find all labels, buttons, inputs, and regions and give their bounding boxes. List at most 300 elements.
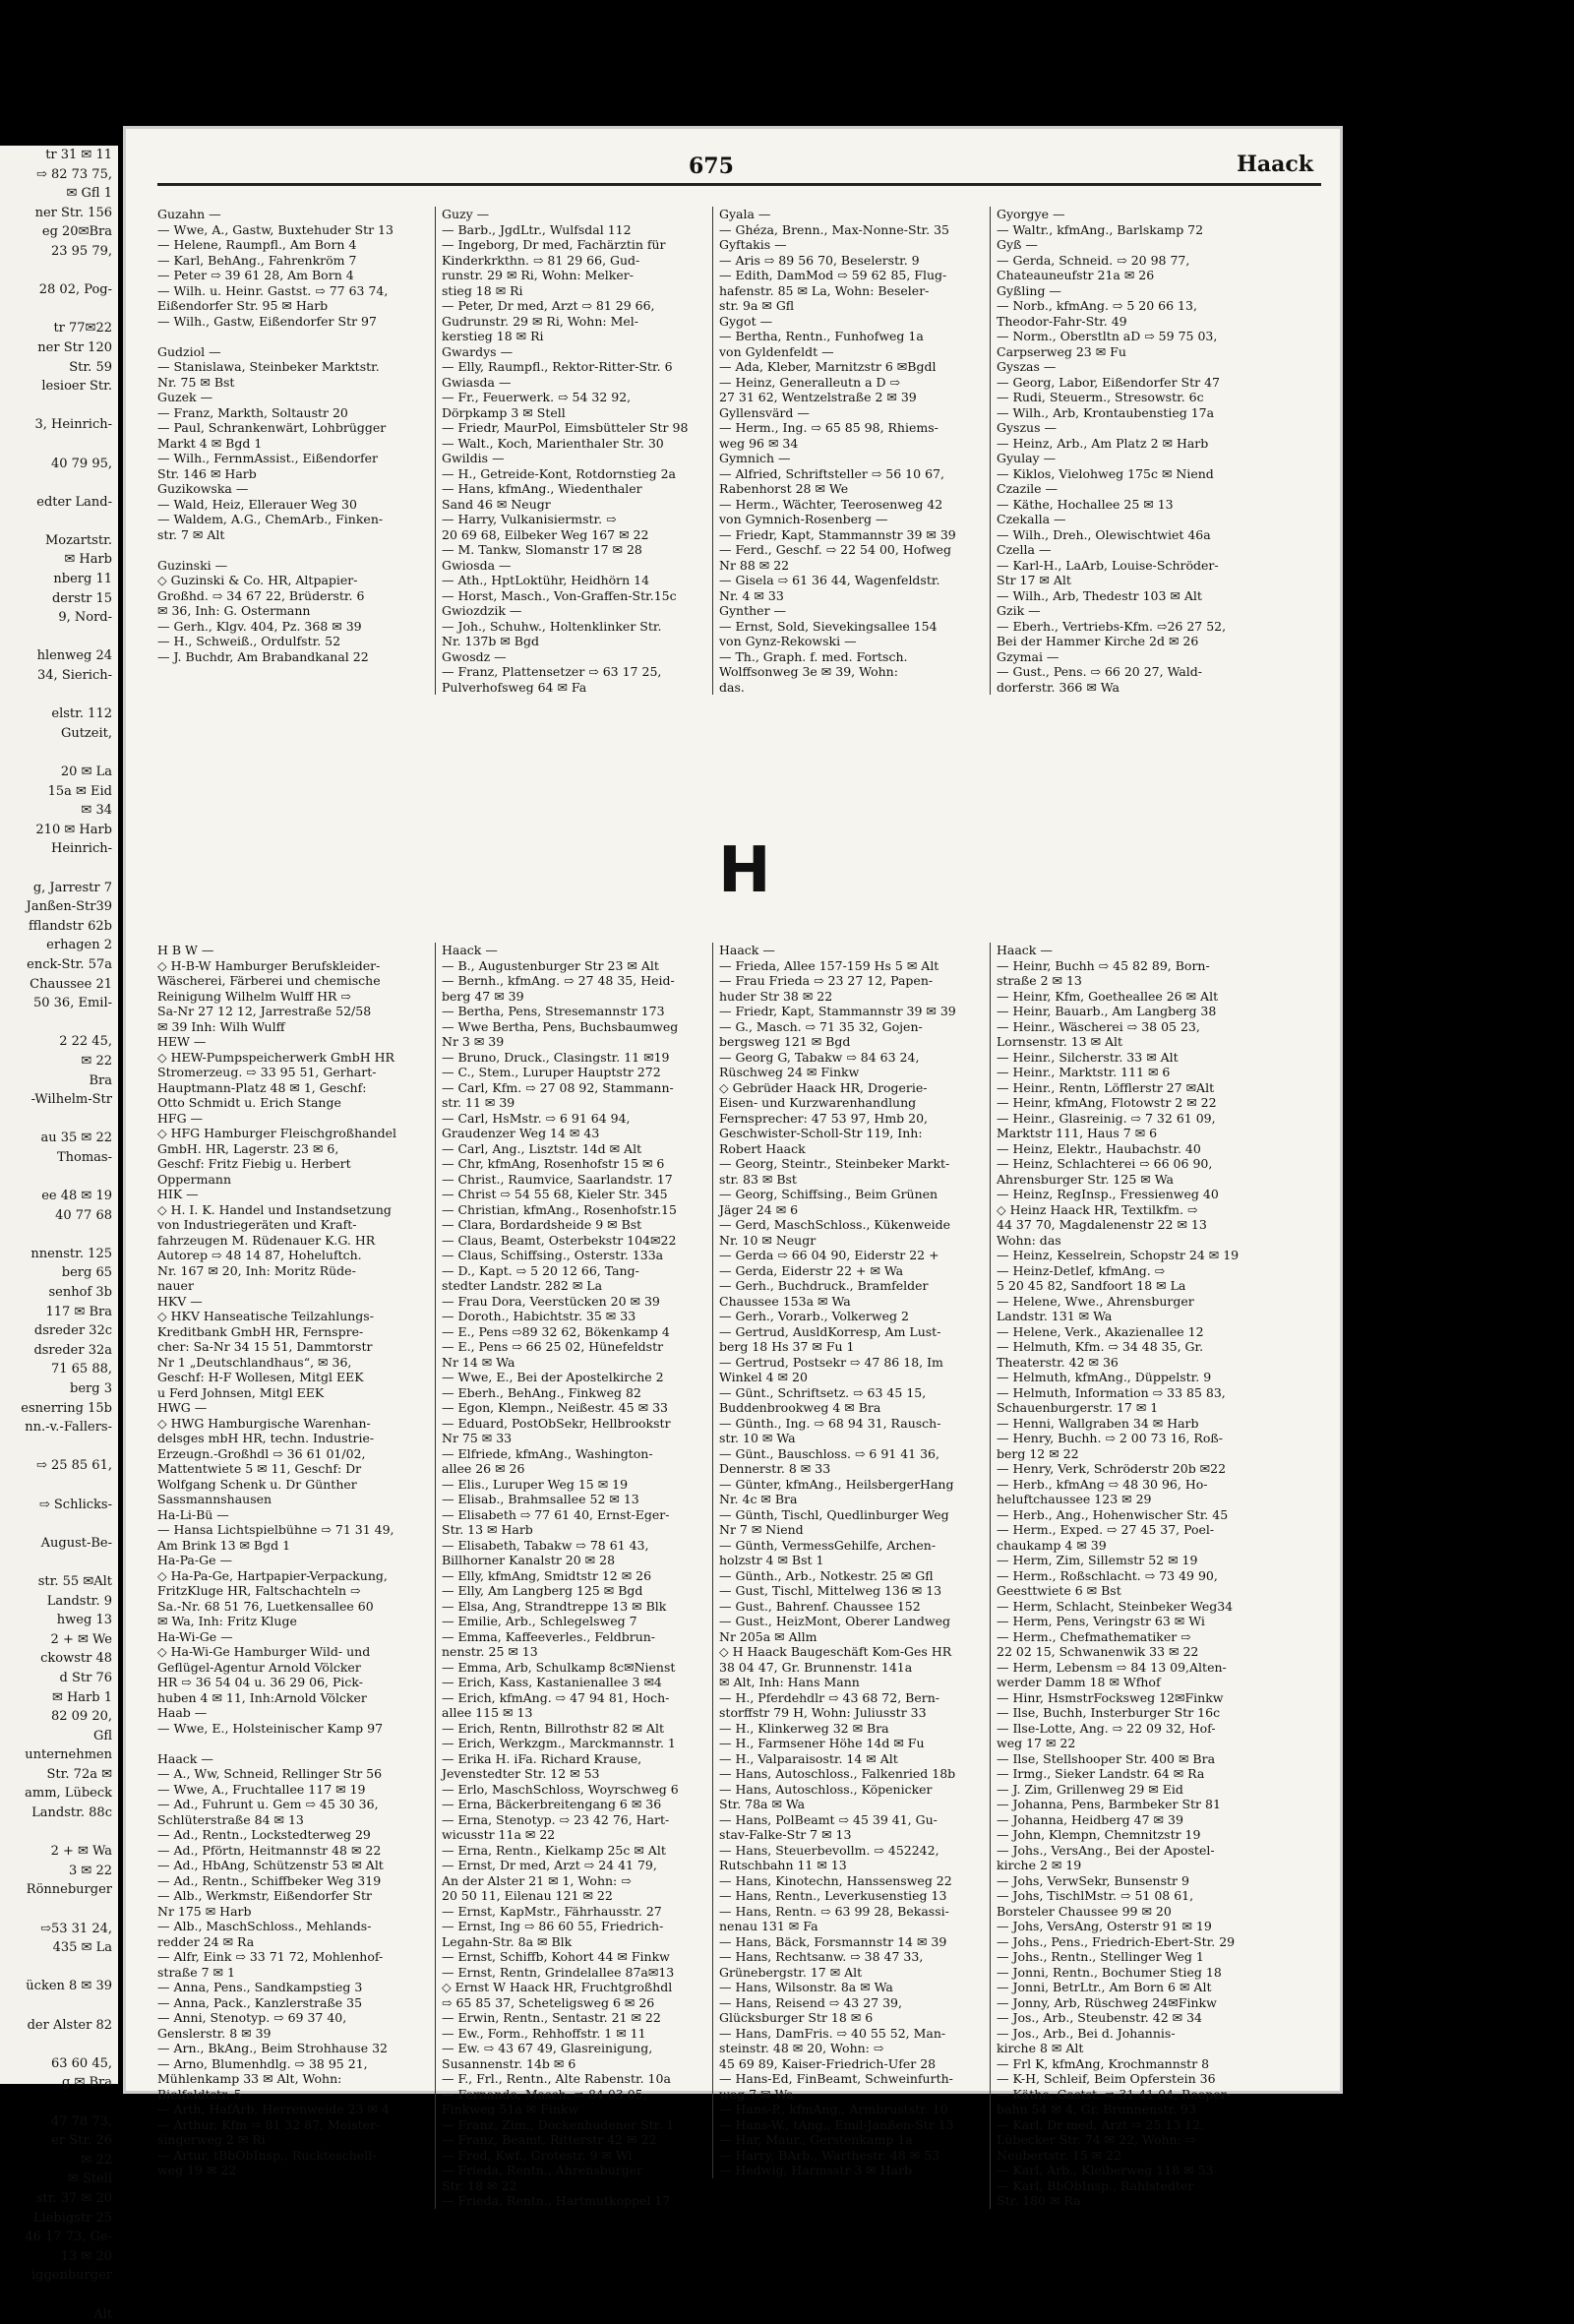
- directory-entry: — Hans, Bäck, Forsmannstr 14 ✉ 39: [719, 1934, 985, 1950]
- directory-entry: [157, 329, 423, 344]
- directory-entry: — Johs, VerwSekr, Bunsenstr 9: [997, 1873, 1262, 1889]
- directory-entry: — Carl, HsMstr. ⇨ 6 91 64 94,: [442, 1111, 707, 1127]
- previous-page-line: ner Str. 156: [0, 204, 118, 223]
- directory-entry: — Aris ⇨ 89 56 70, Beselerstr. 9: [719, 253, 985, 269]
- previous-page-line: [0, 1476, 118, 1496]
- directory-entry: ✉ 39 Inh: Wilh Wulff: [157, 1019, 423, 1035]
- directory-entry: — Heinr, Bauarb., Am Langberg 38: [997, 1004, 1262, 1019]
- directory-entry: 22 02 15, Schwanenwik 33 ✉ 22: [997, 1644, 1262, 1660]
- previous-page-line: [0, 300, 118, 320]
- previous-page-line: Chaussee 21: [0, 975, 118, 995]
- directory-entry: — Fernando, Masch. ⇨ 84 03 05,: [442, 2087, 707, 2103]
- directory-entry: — Kiklos, Vielohweg 175c ✉ Niend: [997, 466, 1262, 482]
- directory-entry: Guzek —: [157, 390, 423, 405]
- directory-entry: — Ernst, Sold, Sievekingsallee 154: [719, 619, 985, 635]
- directory-entry: — Helene, Raumpfl., Am Born 4: [157, 237, 423, 253]
- previous-page-line: eg 20✉Bra: [0, 222, 118, 242]
- letter-section-heading: [157, 815, 1321, 943]
- directory-entry: — Karl, Dr med, Arzt ⇨ 25 13 12,: [997, 2117, 1262, 2133]
- directory-entry: HEW —: [157, 1034, 423, 1050]
- directory-entry: — Emilie, Arb., Schlegelsweg 7: [442, 1614, 707, 1629]
- directory-entry: — Alfr, Eink ⇨ 33 71 72, Mohlenhof-: [157, 1949, 423, 1965]
- directory-entry: — Ernst, Rentn, Grindelallee 87a✉13: [442, 1965, 707, 1981]
- directory-entry: — Hans, Rechtsanw. ⇨ 38 47 33,: [719, 1949, 985, 1965]
- directory-entry: Haack —: [997, 943, 1262, 958]
- column-2: [435, 207, 707, 695]
- directory-entry: Guzy —: [442, 207, 707, 222]
- directory-entry: — Ew. ⇨ 43 67 49, Glasreinigung,: [442, 2041, 707, 2056]
- directory-entry: — Hans, Autoschloss., Köpenicker: [719, 1782, 985, 1798]
- directory-entry: Gyftakis —: [719, 237, 985, 253]
- previous-page-line: Rönneburger: [0, 1880, 118, 1900]
- directory-entry: stav-Falke-Str 7 ✉ 13: [719, 1827, 985, 1843]
- directory-entry: Nr 14 ✉ Wa: [442, 1355, 707, 1371]
- directory-entry: — Gertrud, AusldKorresp, Am Lust-: [719, 1324, 985, 1340]
- directory-entry: — Doroth., Habichtstr. 35 ✉ 33: [442, 1309, 707, 1324]
- directory-entry: Czella —: [997, 542, 1262, 558]
- directory-entry: Str. 13 ✉ Harb: [442, 1522, 707, 1538]
- directory-entry: — Artur, tBbObInsp., Ruckteschell-: [157, 2148, 423, 2164]
- previous-page-line: [0, 1110, 118, 1130]
- directory-entry: — Wilh., Gastw, Eißendorfer Str 97: [157, 314, 423, 330]
- previous-page-line: 2 22 45,: [0, 1032, 118, 1052]
- previous-page-line: ⇨ Schlicks-: [0, 1496, 118, 1515]
- section-letter: H: [718, 834, 771, 907]
- directory-entry: Bei der Hammer Kirche 2d ✉ 26: [997, 634, 1262, 649]
- previous-page-line: berg 65: [0, 1263, 118, 1283]
- previous-page-line: 15a ✉ Eid: [0, 782, 118, 802]
- directory-entry: ◇ Heinz Haack HR, Textilkfm. ⇨: [997, 1202, 1262, 1218]
- directory-entry: — Bruno, Druck., Clasingstr. 11 ✉19: [442, 1050, 707, 1066]
- directory-entry: werder Damm 18 ✉ Wfhof: [997, 1675, 1262, 1690]
- directory-entry: Gudrunstr. 29 ✉ Ri, Wohn: Mel-: [442, 314, 707, 330]
- directory-entry: — Herm, Pens, Veringstr 63 ✉ Wi: [997, 1614, 1262, 1629]
- directory-entry: Nr 88 ✉ 22: [719, 558, 985, 574]
- page-header: [123, 126, 1343, 183]
- directory-entry: — Käthe, Hochallee 25 ✉ 13: [997, 497, 1262, 513]
- previous-page-line: [0, 1437, 118, 1457]
- directory-entry: ◇ Ernst W Haack HR, Fruchtgroßhdl: [442, 1980, 707, 1995]
- directory-entry: — Eberh., Vertriebs-Kfm. ⇨26 27 52,: [997, 619, 1262, 635]
- directory-entry: Lornsenstr. 13 ✉ Alt: [997, 1034, 1262, 1050]
- previous-page-line: dsreder 32c: [0, 1321, 118, 1341]
- directory-entry: Eißendorfer Str. 95 ✉ Harb: [157, 298, 423, 314]
- previous-page-line: g ✉ Bra: [0, 2073, 118, 2093]
- previous-page-line: [0, 262, 118, 281]
- directory-entry: — Wwe, E., Bei der Apostelkirche 2: [442, 1370, 707, 1385]
- directory-entry: Nr 1 „Deutschlandhaus“, ✉ 36,: [157, 1355, 423, 1371]
- previous-page-line: iggenburger: [0, 2266, 118, 2286]
- directory-entry: Ha-Li-Bü —: [157, 1507, 423, 1523]
- directory-entry: Susannenstr. 14b ✉ 6: [442, 2056, 707, 2072]
- previous-page-line: d Str 76: [0, 1669, 118, 1688]
- directory-entry: Geschf: H-F Wollesen, Mitgl EEK: [157, 1370, 423, 1385]
- directory-entry: — Erich, Kass, Kastanienallee 3 ✉4: [442, 1675, 707, 1690]
- directory-entry: 27 31 62, Wentzelstraße 2 ✉ 39: [719, 390, 985, 405]
- directory-entry: — Ernst, KapMstr., Fährhausstr. 27: [442, 1904, 707, 1920]
- previous-page-line: 3, Heinrich-: [0, 415, 118, 435]
- previous-page-line: [0, 686, 118, 705]
- directory-entry: Hauptmann-Platz 48 ✉ 1, Geschf:: [157, 1080, 423, 1096]
- previous-page-line: str. 37 ✉ 20: [0, 2189, 118, 2209]
- directory-entry: Oppermann: [157, 1172, 423, 1188]
- directory-entry: — Peter ⇨ 39 61 28, Am Born 4: [157, 268, 423, 283]
- directory-entry: — Günth, Tischl, Quedlinburger Weg: [719, 1507, 985, 1523]
- previous-page-line: ⇨ 25 85 61,: [0, 1456, 118, 1476]
- directory-entry: Jäger 24 ✉ 6: [719, 1202, 985, 1218]
- directory-entry: Sa-Nr 27 12 12, Jarrestraße 52/58: [157, 1004, 423, 1019]
- directory-entry: — Hedwig, Harmsstr 3 ✉ Harb: [719, 2163, 985, 2178]
- directory-entry: holzstr 4 ✉ Bst 1: [719, 1553, 985, 1568]
- directory-entry: — Johs., Pens., Friedrich-Ebert-Str. 29: [997, 1934, 1262, 1950]
- directory-entry: — Wilh., FernmAssist., Eißendorfer: [157, 451, 423, 466]
- directory-entry: ◇ H-B-W Hamburger Berufskleider-: [157, 958, 423, 974]
- directory-entry: — Erika H. iFa. Richard Krause,: [442, 1751, 707, 1767]
- directory-entry: Jevenstedter Str. 12 ✉ 53: [442, 1766, 707, 1782]
- directory-entry: Nr. 10 ✉ Neugr: [719, 1233, 985, 1249]
- directory-entry: Guzinski —: [157, 558, 423, 574]
- directory-entry: — Karl, BbObInsp., Rahlstedter: [997, 2178, 1262, 2194]
- directory-entry: — Eduard, PostObSekr, Hellbrookstr: [442, 1416, 707, 1432]
- directory-entry: 20 50 11, Eilenau 121 ✉ 22: [442, 1888, 707, 1904]
- directory-entry: — Jos., Arb., Bei d. Johannis-: [997, 2026, 1262, 2042]
- previous-page-line: 2 + ✉ We: [0, 1630, 118, 1650]
- directory-entry: Czekalla —: [997, 512, 1262, 527]
- directory-entry: — Anni, Stenotyp. ⇨ 69 37 40,: [157, 2010, 423, 2026]
- directory-entry: Rutschbahn 11 ✉ 13: [719, 1858, 985, 1873]
- directory-entry: ✉ Alt, Inh: Hans Mann: [719, 1675, 985, 1690]
- directory-entry: Kinderkrkthn. ⇨ 81 29 66, Gud-: [442, 253, 707, 269]
- directory-entry: — Helmuth, kfmAng., Düppelstr. 9: [997, 1370, 1262, 1385]
- directory-entry: Erzeugn.-Großhdl ⇨ 36 61 01/02,: [157, 1446, 423, 1462]
- running-head: Haack: [1237, 152, 1313, 177]
- directory-entry: — Frau Frieda ⇨ 23 27 12, Papen-: [719, 973, 985, 989]
- directory-entry: nauer: [157, 1278, 423, 1294]
- directory-entry: — Karl, Arb., Kleiberweg 118 ✉ 53: [997, 2163, 1262, 2178]
- directory-entry: — Elisabeth, Tabakw ⇨ 78 61 43,: [442, 1538, 707, 1554]
- directory-entry: kirche 8 ✉ Alt: [997, 2041, 1262, 2056]
- directory-entry: — Elisab., Brahmsallee 52 ✉ 13: [442, 1492, 707, 1507]
- directory-entry: — Alfried, Schriftsteller ⇨ 56 10 67,: [719, 466, 985, 482]
- directory-entry: — Horst, Masch., Von-Graffen-Str.15c: [442, 588, 707, 604]
- directory-entry: — Gerda, Schneid. ⇨ 20 98 77,: [997, 253, 1262, 269]
- directory-entry: — Herb., Ang., Hohenwischer Str. 45: [997, 1507, 1262, 1523]
- previous-page-line: ✉ Harb 1: [0, 1688, 118, 1708]
- directory-entry: — Harry, Vulkanisiermstr. ⇨: [442, 512, 707, 527]
- directory-entry: — Georg G, Tabakw ⇨ 84 63 24,: [719, 1050, 985, 1066]
- directory-entry: — Edith, DamMod ⇨ 59 62 85, Flug-: [719, 268, 985, 283]
- previous-page-line: er Str. 26: [0, 2131, 118, 2151]
- previous-page-line: elstr. 112: [0, 704, 118, 724]
- previous-page-line: [0, 1900, 118, 1920]
- previous-page-line: 63 60 45,: [0, 2054, 118, 2074]
- directory-entry: Sassmannshausen: [157, 1492, 423, 1507]
- directory-entry: — Barb., JgdLtr., Wulfsdal 112: [442, 222, 707, 238]
- directory-entry: Gzymai —: [997, 649, 1262, 665]
- directory-entry: Str. 18 ✉ 22: [442, 2178, 707, 2194]
- directory-entry: ◇ Gebrüder Haack HR, Drogerie-: [719, 1080, 985, 1096]
- directory-entry: von Industriegeräten und Kraft-: [157, 1217, 423, 1233]
- previous-page-line: 34, Sierich-: [0, 666, 118, 686]
- directory-entry: — Carl, Ang., Lisztstr. 14d ✉ Alt: [442, 1141, 707, 1157]
- directory-entry: Glücksburger Str 18 ✉ 6: [719, 2010, 985, 2026]
- directory-entry: — Georg, Steintr., Steinbeker Markt-: [719, 1156, 985, 1172]
- directory-entry: weg 17 ✉ 22: [997, 1736, 1262, 1751]
- directory-entry: HIK —: [157, 1187, 423, 1202]
- directory-entry: kerstieg 18 ✉ Ri: [442, 329, 707, 344]
- directory-entry: — Herb., kfmAng ⇨ 48 30 96, Ho-: [997, 1477, 1262, 1493]
- directory-entry: — Franz, Beamt, Ritterstr 42 ✉ 22: [442, 2132, 707, 2148]
- page-number: 675: [689, 153, 734, 179]
- directory-entry: — Waltr., kfmAng., Barlskamp 72: [997, 222, 1262, 238]
- previous-page-line: [0, 435, 118, 455]
- directory-entry: ◇ HEW-Pumpspeicherwerk GmbH HR: [157, 1050, 423, 1066]
- directory-entry: Nr 3 ✉ 39: [442, 1034, 707, 1050]
- directory-entry: — Günth., Ing. ⇨ 68 94 31, Rausch-: [719, 1416, 985, 1432]
- directory-entry: Theaterstr. 42 ✉ 36: [997, 1355, 1262, 1371]
- column-1: [157, 943, 423, 2178]
- directory-entry: Gyorgye —: [997, 207, 1262, 222]
- previous-page-line: Janßen-Str39: [0, 897, 118, 917]
- directory-entry: — Heinr, Kfm, Goetheallee 26 ✉ Alt: [997, 989, 1262, 1005]
- previous-page-line: dsreder 32a: [0, 1341, 118, 1361]
- directory-entry: nenau 131 ✉ Fa: [719, 1919, 985, 1934]
- directory-entry: fahrzeugen M. Rüdenauer K.G. HR: [157, 1233, 423, 1249]
- directory-entry: — Egon, Klempn., Neißestr. 45 ✉ 33: [442, 1400, 707, 1416]
- directory-entry: — C., Stem., Luruper Hauptstr 272: [442, 1065, 707, 1080]
- directory-entry: Pulverhofsweg 64 ✉ Fa: [442, 680, 707, 696]
- previous-page-line: Gutzeit,: [0, 724, 118, 744]
- directory-entry: Marktstr 111, Haus 7 ✉ 6: [997, 1126, 1262, 1141]
- directory-entry: — Hans-W., tAng., Emil-Janßen-Str 13: [719, 2117, 985, 2133]
- directory-entry: — Helene, Wwe., Ahrensburger: [997, 1294, 1262, 1310]
- directory-entry: — K-H, Schleif, Beim Opferstein 36: [997, 2071, 1262, 2087]
- previous-page-line: ckowstr 48: [0, 1649, 118, 1669]
- previous-page-line: Alt: [0, 2305, 118, 2324]
- previous-page-line: [0, 512, 118, 531]
- directory-entry: — Hans, Steuerbevollm. ⇨ 452242,: [719, 1843, 985, 1859]
- directory-entry: Autorep ⇨ 48 14 87, Hoheluftch.: [157, 1248, 423, 1263]
- directory-entry: Gwiozdzik —: [442, 603, 707, 619]
- directory-entry: — Arn., BkAng., Beim Strohhause 32: [157, 2041, 423, 2056]
- previous-page-line: unternehmen: [0, 1745, 118, 1765]
- previous-page-line: Str. 59: [0, 358, 118, 378]
- directory-entry: Geschf: Fritz Fiebig u. Herbert: [157, 1156, 423, 1172]
- previous-page-line: der Alster 82: [0, 2016, 118, 2036]
- directory-entry: Czazile —: [997, 481, 1262, 497]
- directory-entry: allee 26 ✉ 26: [442, 1461, 707, 1477]
- previous-page-line: Thomas-: [0, 1148, 118, 1168]
- directory-entry: — Herm., Wächter, Teerosenweg 42: [719, 497, 985, 513]
- directory-entry: — E., Pens ⇨ 66 25 02, Hünefeldstr: [442, 1339, 707, 1355]
- directory-entry: von Gynz-Rekowski —: [719, 634, 985, 649]
- directory-entry: Lübecker Str. 74 ✉ 22, Wohn: ⇨: [997, 2132, 1262, 2148]
- directory-entry: — Gerda ⇨ 66 04 90, Eiderstr 22 +: [719, 1248, 985, 1263]
- directory-entry: Landstr. 131 ✉ Wa: [997, 1309, 1262, 1324]
- directory-entry: An der Alster 21 ✉ 1, Wohn: ⇨: [442, 1873, 707, 1889]
- directory-entry: — Georg, Schiffsing., Beim Grünen: [719, 1187, 985, 1202]
- directory-entry: — Frieda, Rentn., Hartmutkoppel 17: [442, 2193, 707, 2209]
- directory-entry: — Elly, kfmAng, Smidtstr 12 ✉ 26: [442, 1568, 707, 1584]
- previous-page-line: hweg 13: [0, 1611, 118, 1630]
- directory-entry: HWG —: [157, 1400, 423, 1416]
- previous-page-line: hlenweg 24: [0, 646, 118, 666]
- directory-entry: Wolfgang Schenk u. Dr Günther: [157, 1477, 423, 1493]
- directory-entry: — H., Farmsener Höhe 14d ✉ Fu: [719, 1736, 985, 1751]
- directory-entry: ◇ Ha-Pa-Ge, Hartpapier-Verpackung,: [157, 1568, 423, 1584]
- directory-entry: — Wald, Heiz, Ellerauer Weg 30: [157, 497, 423, 513]
- directory-entry: Fernsprecher: 47 53 97, Hmb 20,: [719, 1111, 985, 1127]
- previous-page-line: 40 79 95,: [0, 455, 118, 474]
- directory-entry: — Wwe, A., Fruchtallee 117 ✉ 19: [157, 1782, 423, 1798]
- directory-entry: weg 7 ✉ Wa: [719, 2087, 985, 2103]
- directory-entry: Stromerzeug. ⇨ 33 95 51, Gerhart-: [157, 1065, 423, 1080]
- previous-page-line: [0, 2286, 118, 2305]
- directory-entry: Nr 205a ✉ Allm: [719, 1629, 985, 1645]
- directory-entry: cher: Sa-Nr 34 15 51, Dammtorstr: [157, 1339, 423, 1355]
- directory-entry: — Wilh., Arb, Krontaubenstieg 17a: [997, 405, 1262, 421]
- directory-entry: — Heinr., Marktstr. 111 ✉ 6: [997, 1065, 1262, 1080]
- directory-entry: Großhd. ⇨ 34 67 22, Brüderstr. 6: [157, 588, 423, 604]
- directory-entry: — Hans, Wilsonstr. 8a ✉ Wa: [719, 1980, 985, 1995]
- directory-entry: Wolffsonweg 3e ✉ 39, Wohn:: [719, 664, 985, 680]
- directory-entry: Robert Haack: [719, 1141, 985, 1157]
- previous-page-line: lesioer Str.: [0, 377, 118, 397]
- directory-entry: — Franz, Plattensetzer ⇨ 63 17 25,: [442, 664, 707, 680]
- directory-entry: dorferstr. 366 ✉ Wa: [997, 680, 1262, 696]
- directory-entry: Mühlenkamp 33 ✉ Alt, Wohn:: [157, 2071, 423, 2087]
- directory-entry: HKV —: [157, 1294, 423, 1310]
- directory-entry: — Joh., Schuhw., Holtenklinker Str.: [442, 619, 707, 635]
- previous-page-line: str. 55 ✉Alt: [0, 1572, 118, 1592]
- directory-entry: — Ilse, Buchh, Insterburger Str 16c: [997, 1705, 1262, 1721]
- previous-page-line: -Wilhelm-Str: [0, 1090, 118, 1110]
- directory-entry: Gyß —: [997, 237, 1262, 253]
- previous-page-line: tr 31 ✉ 11: [0, 146, 118, 165]
- directory-entry: — Henry, Verk, Schröderstr 20b ✉22: [997, 1461, 1262, 1477]
- directory-entry: wicusstr 11a ✉ 22: [442, 1827, 707, 1843]
- header-rule: [157, 183, 1321, 186]
- directory-entry: delsges mbH HR, techn. Industrie-: [157, 1431, 423, 1446]
- directory-entry: — Erich, Rentn, Billrothstr 82 ✉ Alt: [442, 1721, 707, 1737]
- directory-entry: Bielfeldtstr. 5: [157, 2087, 423, 2103]
- directory-entry: Gwildis —: [442, 451, 707, 466]
- previous-page-line: [0, 1553, 118, 1572]
- previous-page-line: [0, 1013, 118, 1033]
- directory-entry: Sa.-Nr. 68 51 76, Luetkensallee 60: [157, 1599, 423, 1615]
- previous-page-line: 28 02, Pog-: [0, 280, 118, 300]
- directory-entry: Rüschweg 24 ✉ Finkw: [719, 1065, 985, 1080]
- directory-entry: Eisen- und Kurzwarenhandlung: [719, 1095, 985, 1111]
- previous-page-line: [0, 1996, 118, 2016]
- directory-entry: — Bertha, Rentn., Funhofweg 1a: [719, 329, 985, 344]
- directory-entry: Rabenhorst 28 ✉ We: [719, 481, 985, 497]
- directory-entry: — Elis., Luruper Weg 15 ✉ 19: [442, 1477, 707, 1493]
- directory-entry: straße 7 ✉ 1: [157, 1965, 423, 1981]
- directory-entry: — B., Augustenburger Str 23 ✉ Alt: [442, 958, 707, 974]
- directory-entry: — Herm, Zim, Sillemstr 52 ✉ 19: [997, 1553, 1262, 1568]
- directory-entry: — Gerh., Vorarb., Volkerweg 2: [719, 1309, 985, 1324]
- directory-entry: Nr 75 ✉ 33: [442, 1431, 707, 1446]
- directory-entry: — Käthe, Gastst. ⇨ 31 41 04, Reeper-: [997, 2087, 1262, 2103]
- directory-entry: Haack —: [719, 943, 985, 958]
- directory-entry: — Friedr, Kapt, Stammannstr 39 ✉ 39: [719, 527, 985, 543]
- directory-entry: str. 11 ✉ 39: [442, 1095, 707, 1111]
- directory-entry: Gwardys —: [442, 344, 707, 360]
- directory-entry: — Heinr., Wäscherei ⇨ 38 05 23,: [997, 1019, 1262, 1035]
- previous-page-line: ✉ Stell: [0, 2170, 118, 2189]
- directory-entry: — Ernst, Ing ⇨ 86 60 55, Friedrich-: [442, 1919, 707, 1934]
- directory-entry: Gyszus —: [997, 420, 1262, 436]
- directory-entry: — Johanna, Pens, Barmbeker Str 81: [997, 1797, 1262, 1812]
- previous-page-line: Liebigstr 25: [0, 2209, 118, 2229]
- directory-entry: Borsteler Chaussee 99 ✉ 20: [997, 1904, 1262, 1920]
- directory-entry: huben 4 ✉ 11, Inh:Arnold Völcker: [157, 1690, 423, 1706]
- directory-entry: — Jonni, BetrLtr., Am Born 6 ✉ Alt: [997, 1980, 1262, 1995]
- column-3: [712, 207, 985, 695]
- directory-entry: — Günt., Schriftsetz. ⇨ 63 45 15,: [719, 1385, 985, 1401]
- directory-entry: Chateauneufstr 21a ✉ 26: [997, 268, 1262, 283]
- previous-page-line: Bra: [0, 1071, 118, 1091]
- previous-page-line: [0, 628, 118, 647]
- directory-entry: — Erwin, Rentn., Sentastr. 21 ✉ 22: [442, 2010, 707, 2026]
- directory-entry: Geesttwiete 6 ✉ Bst: [997, 1583, 1262, 1599]
- directory-entry: — Karl-H., LaArb, Louise-Schröder-: [997, 558, 1262, 574]
- directory-entry: str. 9a ✉ Gfl: [719, 298, 985, 314]
- directory-entry: — Heinr, kfmAng, Flotowstr 2 ✉ 22: [997, 1095, 1262, 1111]
- directory-entry: — Elsa, Ang, Strandtreppe 13 ✉ Blk: [442, 1599, 707, 1615]
- directory-entry: — G., Masch. ⇨ 71 35 32, Gojen-: [719, 1019, 985, 1035]
- directory-entry: Mattentwiete 5 ✉ 11, Geschf: Dr: [157, 1461, 423, 1477]
- directory-entry: — Hans, Rentn., Leverkusenstieg 13: [719, 1888, 985, 1904]
- directory-entry: — Ilse-Lotte, Ang. ⇨ 22 09 32, Hof-: [997, 1721, 1262, 1737]
- directory-entry: Nr 7 ✉ Niend: [719, 1522, 985, 1538]
- directory-entry: — Helene, Verk., Akazienallee 12: [997, 1324, 1262, 1340]
- previous-page-line: edter Land-: [0, 493, 118, 513]
- previous-page-line: senhof 3b: [0, 1283, 118, 1303]
- directory-entry: GmbH. HR, Lagerstr. 23 ✉ 6,: [157, 1141, 423, 1157]
- directory-entry: H B W —: [157, 943, 423, 958]
- directory-entry: ◇ H. I. K. Handel und Instandsetzung: [157, 1202, 423, 1218]
- previous-page-line: Landstr. 9: [0, 1592, 118, 1612]
- directory-entry: Nr. 4c ✉ Bra: [719, 1492, 985, 1507]
- directory-entry: — Heinz, Generalleutn a D ⇨: [719, 375, 985, 391]
- directory-entry: — E., Pens ⇨89 32 62, Bökenkamp 4: [442, 1324, 707, 1340]
- directory-entry: — Gust, Tischl, Mittelweg 136 ✉ 13: [719, 1583, 985, 1599]
- directory-entry: — Ath., HptLoktühr, Heidhörn 14: [442, 573, 707, 588]
- directory-entry: Guzikowska —: [157, 481, 423, 497]
- previous-page-line: 82 09 20,: [0, 1707, 118, 1727]
- directory-entry: 5 20 45 82, Sandfoort 18 ✉ La: [997, 1278, 1262, 1294]
- directory-entry: — Frau Dora, Veerstücken 20 ✉ 39: [442, 1294, 707, 1310]
- directory-entry: von Gymnich-Rosenberg —: [719, 512, 985, 527]
- directory-entry: — Christ., Raumvice, Saarlandstr. 17: [442, 1172, 707, 1188]
- directory-entry: Sand 46 ✉ Neugr: [442, 497, 707, 513]
- directory-entry: HR ⇨ 36 54 04 u. 36 29 06, Pick-: [157, 1675, 423, 1690]
- previous-page-line: [0, 2035, 118, 2054]
- directory-entry: — Hans, Autoschloss., Falkenried 18b: [719, 1766, 985, 1782]
- directory-entry: — Stanislawa, Steinbeker Marktstr.: [157, 359, 423, 375]
- directory-entry: — Emma, Kaffeeverles., Feldbrun-: [442, 1629, 707, 1645]
- directory-entry: — Wwe, A., Gastw, Buxtehuder Str 13: [157, 222, 423, 238]
- directory-entry: — Gust., HeizMont, Oberer Landweg: [719, 1614, 985, 1629]
- directory-entry: — Frieda, Allee 157-159 Hs 5 ✉ Alt: [719, 958, 985, 974]
- directory-entry: Gygot —: [719, 314, 985, 330]
- directory-entry: Ha-Pa-Ge —: [157, 1553, 423, 1568]
- directory-entry: — Gerda, Eiderstr 22 + ✉ Wa: [719, 1263, 985, 1279]
- directory-entry: — Georg, Labor, Eißendorfer Str 47: [997, 375, 1262, 391]
- previous-page-line: ✉ 22: [0, 2151, 118, 2171]
